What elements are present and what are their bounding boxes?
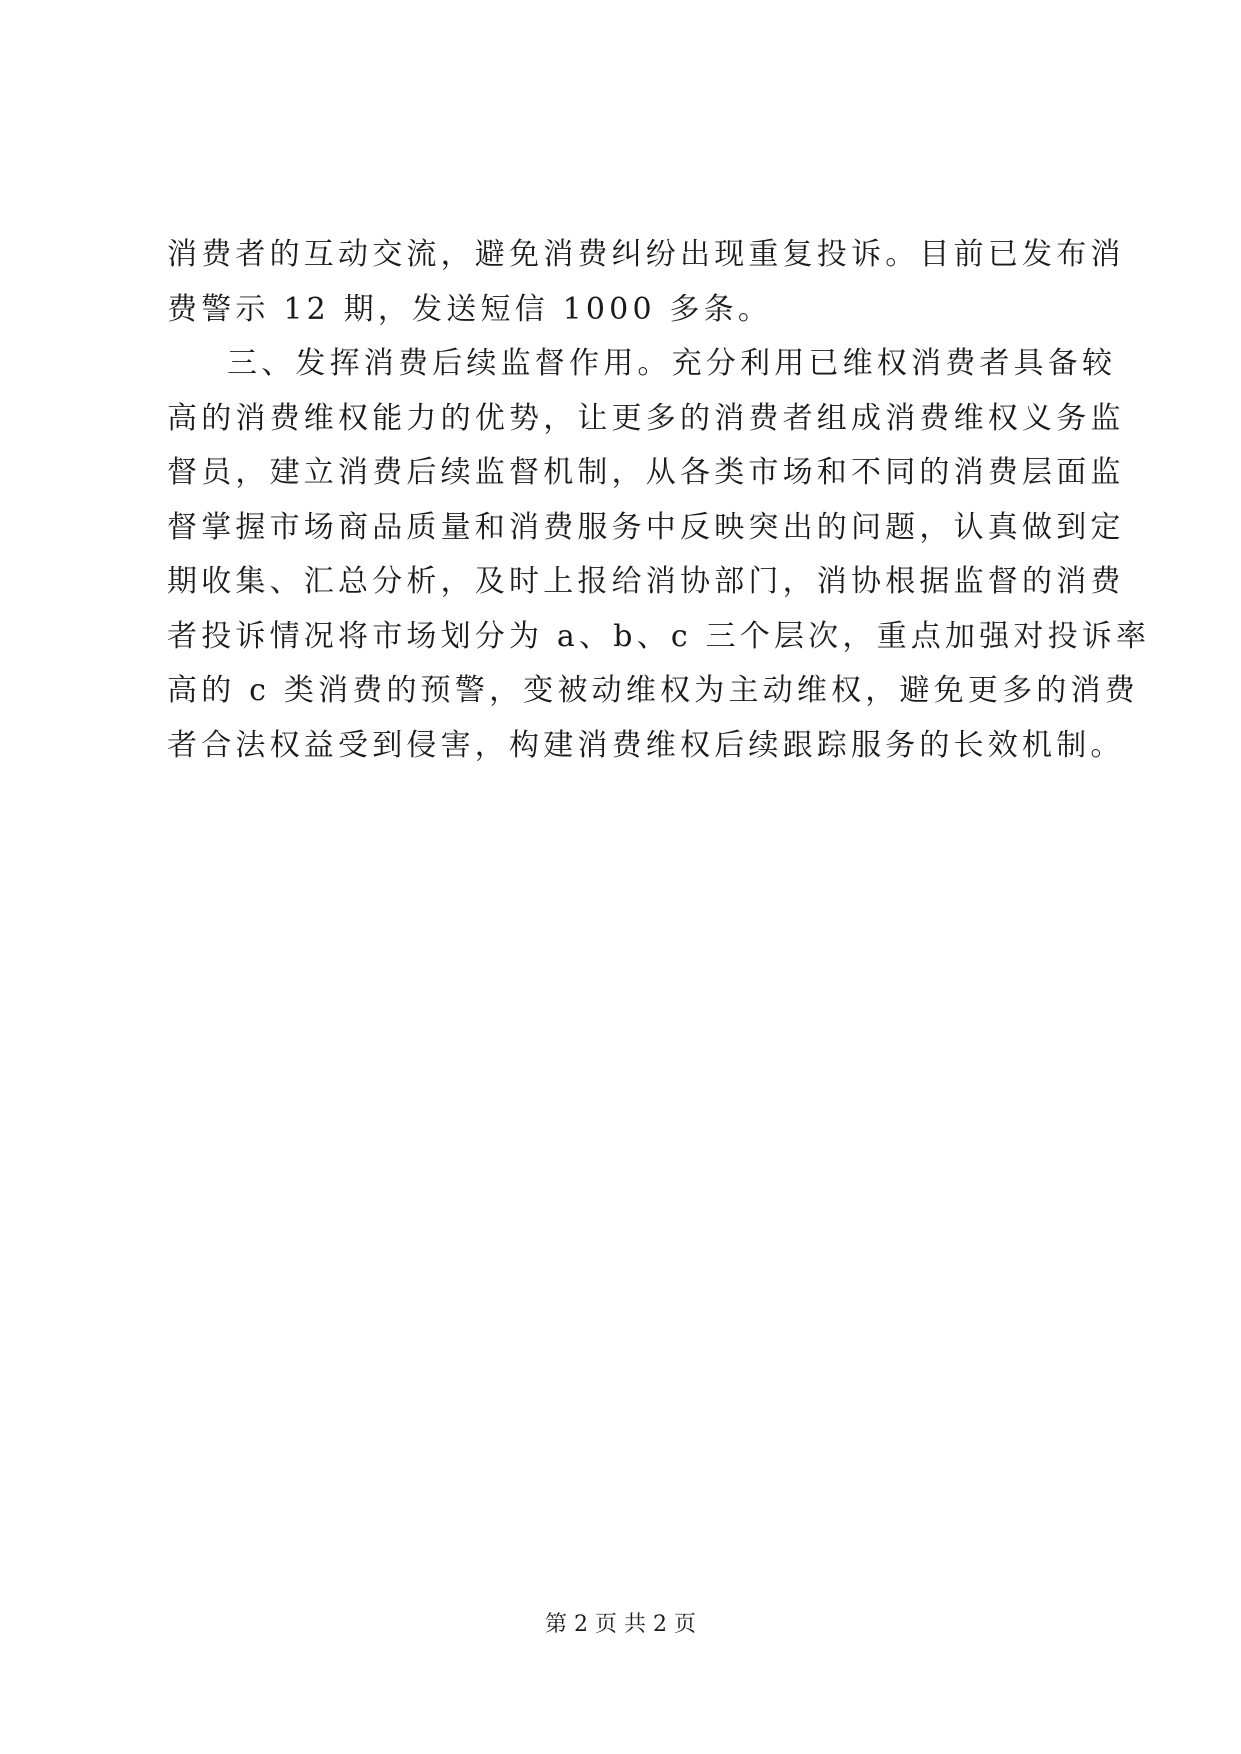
paragraph-line: 高的消费维权能力的优势，让更多的消费者组成消费维权义务监 [167,400,1125,436]
paragraph-2 [167,337,1151,773]
paragraph-line: 者合法权益受到侵害，构建消费维权后续跟踪服务的长效机制。 [167,727,1125,763]
paragraph-line: 者投诉情况将市场划分为 a、b、c 三个层次，重点加强对投诉率 [167,618,1151,654]
paragraph-line: 消费者的互动交流，避免消费纠纷出现重复投诉。目前已发布消 [167,237,1125,272]
paragraph-line: 期收集、汇总分析，及时上报给消协部门，消协根据监督的消费 [167,564,1125,599]
page-number-footer: 第 2 页 共 2 页 [545,1612,696,1637]
paragraph-1 [167,228,1125,337]
paragraph-line: 督员，建立消费后续监督机制，从各类市场和不同的消费层面监 [167,455,1125,490]
document-body [167,228,1151,773]
paragraph-line: 高的 c 类消费的预警，变被动维权为主动维权，避免更多的消费 [167,673,1139,708]
paragraph-line: 督掌握市场商品质量和消费服务中反映突出的问题，认真做到定 [167,509,1125,545]
paragraph-line: 费警示 12 期，发送短信 1000 多条。 [167,291,773,327]
paragraph-line: 三、发挥消费后续监督作用。充分利用已维权消费者具备较 [227,346,1117,381]
